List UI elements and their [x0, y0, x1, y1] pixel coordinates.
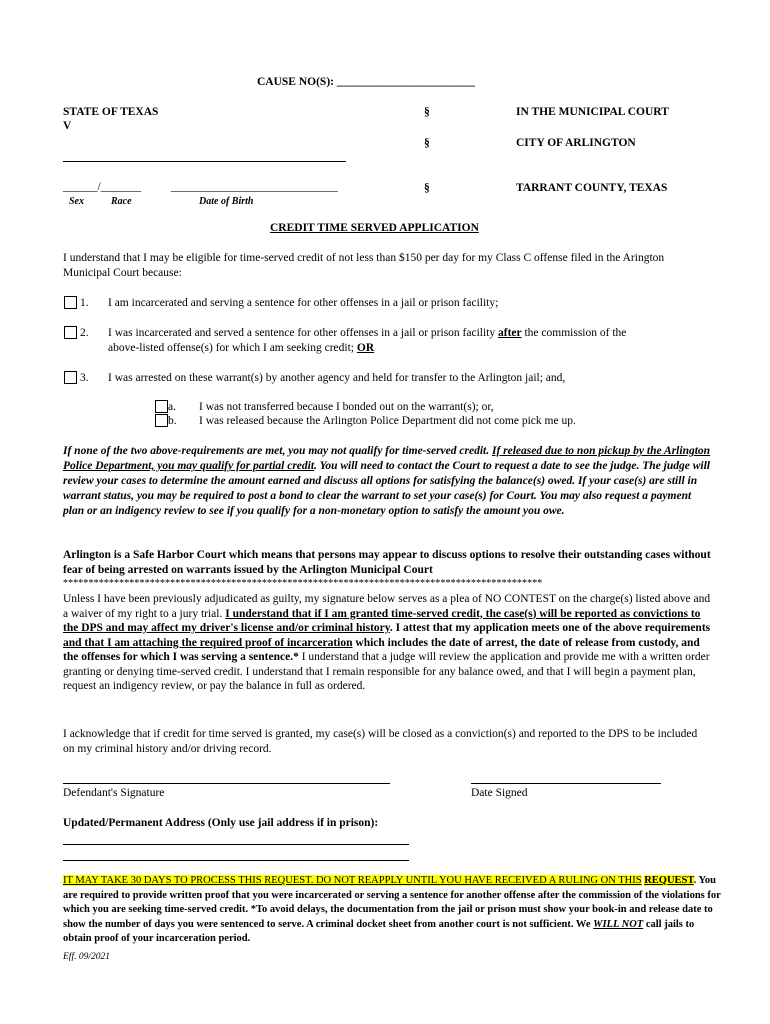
sex-race-line: ______/_______ [63, 181, 141, 193]
warning-part-1: If none of the two above-requirements are met, you may not qualify for time-served credit. [63, 445, 492, 457]
plea-paragraph [63, 592, 711, 694]
section-symbol-2: § [424, 137, 430, 149]
notice-end: call jails to obtain proof of your incarceration period. [63, 918, 695, 944]
defendant-name-line [63, 161, 346, 162]
notice-will-not: WILL NOT [593, 918, 644, 930]
section-symbol-3: § [424, 182, 430, 194]
suboption-b-letter: b. [168, 415, 177, 427]
date-signed-line[interactable] [471, 783, 661, 784]
option-1-checkbox[interactable] [64, 296, 77, 309]
option-2-or: OR [356, 342, 375, 354]
suboption-a-text: I was not transferred because I bonded out on the warrant(s); or, [199, 401, 494, 413]
separator-stars: ********************************************************************************************** [63, 578, 543, 589]
effective-date: Eff. 09/2021 [63, 952, 110, 962]
option-1-text: I am incarcerated and serving a sentence for other offenses in a jail or prison facility; [108, 297, 499, 309]
address-line-1[interactable] [63, 844, 409, 845]
sex-label: Sex [69, 196, 84, 207]
safe-harbor-notice: Arlington is a Safe Harbor Court which means that persons may appear to discuss options to resolve their outstanding cases without fear of being arrested on warrants issued by the Arlington Municipal Court [63, 549, 711, 576]
option-3-number: 3. [80, 372, 89, 384]
option-2-after: after [497, 327, 522, 339]
option-2-text-c: above-listed offense(s) for which I am seeking credit; [108, 342, 357, 354]
plea-part-e: which includes the date of arrest, the date of release from custody, and the offenses for which I was serving a sentence.* [63, 636, 700, 663]
defendant-signature-line[interactable] [63, 783, 390, 784]
suboption-b-text: I was released because the Arlington Police Department did not come pick me up. [199, 415, 576, 427]
notice-highlight-2: REQUEST [644, 875, 694, 886]
defendant-signature-label: Defendant's Signature [63, 787, 165, 799]
option-2-number: 2. [80, 327, 89, 339]
state-of-texas: STATE OF TEXAS [63, 106, 159, 118]
option-2-checkbox[interactable] [64, 326, 77, 339]
dob-label: Date of Birth [199, 196, 254, 207]
plea-part-f: I understand that a judge will review the application and provide me with a written order granting or denying time-served credit. I understand that I remain responsible for any balance owed, and that I will begin a payment plan, request an indigency review, or pay the balance in full as ordered. [63, 651, 710, 692]
acknowledgement-paragraph: I acknowledge that if credit for time served is granted, my case(s) will be closed as a conviction(s) and reported to the DPS to be included on my criminal history and/or driving record. [63, 728, 698, 755]
court-name: IN THE MUNICIPAL COURT [516, 106, 669, 118]
option-2-text-line1 [108, 326, 626, 341]
plea-part-c: . I attest that my application meets one of the above requirements [389, 622, 711, 634]
option-3-checkbox[interactable] [64, 371, 77, 384]
option-2-text-line2 [108, 341, 374, 356]
form-title: CREDIT TIME SERVED APPLICATION [270, 222, 479, 234]
suboption-b-checkbox[interactable] [155, 414, 168, 427]
intro-paragraph: I understand that I may be eligible for time-served credit of not less than $150 per day for my Class C offense filed in the Arington Municipal Court because: [63, 252, 665, 279]
eligibility-warning [63, 444, 711, 519]
race-label: Race [111, 196, 132, 207]
plea-conviction-notice: I understand that if I am granted time-served credit, the case(s) will be reported as convictions to the DPS and may affect my driver's license and/or criminal history [63, 607, 701, 634]
date-signed-label: Date Signed [471, 787, 528, 799]
option-2-text-b: the commission of the [521, 327, 627, 339]
plea-proof-required: and that I am attaching the required proof of incarceration [63, 636, 353, 649]
address-line-2[interactable] [63, 860, 409, 861]
notice-highlight-1: IT MAY TAKE 30 DAYS TO PROCESS THIS REQUEST. DO NOT REAPPLY UNTIL YOU HAVE RECEIVED A RULING ON THIS [63, 875, 642, 886]
suboption-a-checkbox[interactable] [155, 400, 168, 413]
plea-part-a: Unless I have been previously adjudicated as guilty, my signature below serves as a plea of NO CONTEST on the charge(s) listed above and a waiver of my right to a jury trial. [63, 593, 711, 620]
processing-notice [63, 874, 723, 947]
cause-number: CAUSE NO(S): ________________________ [257, 76, 475, 88]
notice-rest: . You are required to provide written proof that you were incarcerated or serving a sentence for another offense after the commission of the violations for which you are seeking time-served credit. *To avoid delays, the documentation from the jail or prison must show your book-in and release date to show the number of days you were sentenced to serve. A criminal docket sheet from another court is not sufficient. We [63, 875, 721, 930]
suboption-a-letter: a. [168, 401, 176, 413]
option-3-text: I was arrested on these warrant(s) by another agency and held for transfer to the Arlington jail; and, [108, 372, 566, 384]
versus: V [63, 120, 72, 132]
warning-part-3: . You will need to contact the Court to request a date to see the judge. The judge will review your cases to determine the amount earned and discuss all options for satisfying the balance(s) owed. If your case(s) are still in warrant status, you may be required to post a bond to clear the warrant to set your case(s) for Court. You may also request a payment plan or an indigency review to see if you qualify for a non-monetary option to satisfy the amount you owe. [63, 460, 710, 517]
option-1-number: 1. [80, 297, 89, 309]
warning-partial-credit: If released due to non pickup by the Arlington Police Department, you may qualify for partial credit [63, 445, 711, 472]
section-symbol-1: § [424, 106, 430, 118]
city-name: CITY OF ARLINGTON [516, 137, 636, 149]
address-label: Updated/Permanent Address (Only use jail address if in prison): [63, 817, 379, 829]
dob-line: _____________________________ [171, 181, 338, 193]
option-2-text-a: I was incarcerated and served a sentence for other offenses in a jail or prison facility [108, 327, 498, 339]
county-name: TARRANT COUNTY, TEXAS [516, 182, 668, 194]
